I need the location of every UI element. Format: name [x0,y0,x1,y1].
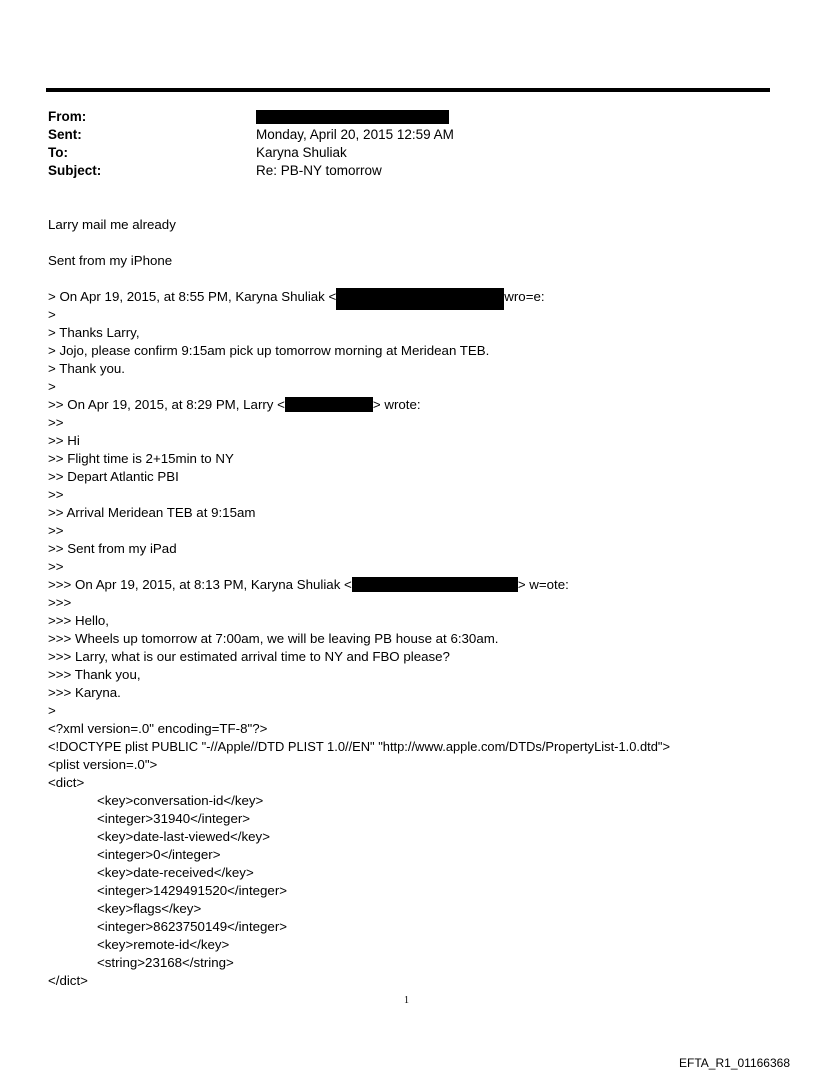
body-line: >>> Karyna. [48,685,121,700]
doctype-line: <!DOCTYPE plist PUBLIC "-//Apple//DTD PLIST 1.0//EN" "http://www.apple.com/DTDs/PropertyList-1.0.dtd"> [48,739,670,754]
body-line: >>> Wheels up tomorrow at 7:00am, we will be leaving PB house at 6:30am. [48,631,499,646]
document-id: EFTA_R1_01166368 [679,1056,790,1070]
to-value: Karyna Shuliak [256,145,347,160]
body-line: > Thank you. [48,361,126,376]
header-rule [46,88,770,92]
body-line: >> Flight time is 2+15min to NY [48,451,234,466]
plist-open: <plist version=.0"> [48,757,158,772]
body-line: >>> Larry, what is our estimated arrival time to NY and FBO please? [48,649,450,664]
dict-close: </dict> [48,973,88,988]
body-line: > [48,307,56,322]
body-line: > [48,703,56,718]
body-line: > Jojo, please confirm 9:15am pick up tomorrow morning at Meridean TEB. [48,343,490,358]
email-redaction [336,288,504,310]
plist-value: <integer>31940</integer> [97,811,251,826]
quote-header-suffix: > w=ote: [517,577,569,592]
body-line: >>> Hello, [48,613,109,628]
body-line: >> Arrival Meridean TEB at 9:15am [48,505,256,520]
email-redaction [352,577,518,592]
plist-key: <key>date-last-viewed</key> [97,829,270,844]
quote-header-prefix: > On Apr 19, 2015, at 8:55 PM, Karyna Shuliak < [48,289,337,304]
body-line: >> [48,523,64,538]
body-line: >> [48,487,64,502]
plist-value: <integer>0</integer> [97,847,221,862]
body-line: > Thanks Larry, [48,325,140,340]
body-line: Sent from my iPhone [48,253,173,268]
sent-label: Sent: [48,127,82,142]
quote-header-line [48,288,545,310]
plist-value: <integer>1429491520</integer> [97,883,288,898]
body-line: > [48,379,56,394]
dict-open: <dict> [48,775,85,790]
body-line: >>> Thank you, [48,667,141,682]
body-line: >> Hi [48,433,80,448]
from-label: From: [48,109,87,124]
body-line: >> [48,415,64,430]
from-redaction [256,108,449,126]
plist-key: <key>conversation-id</key> [97,793,264,808]
quote-header-line [48,576,569,594]
body-line: >> [48,559,64,574]
plist-value: <string>23168</string> [97,955,234,970]
plist-key: <key>date-received</key> [97,865,254,880]
plist-key: <key>flags</key> [97,901,202,916]
quote-header-suffix: > wrote: [372,397,421,412]
to-label: To: [48,145,68,160]
subject-value: Re: PB-NY tomorrow [256,163,382,178]
body-line: >> Sent from my iPad [48,541,177,556]
xml-declaration: <?xml version=.0" encoding=TF-8"?> [48,721,268,736]
sent-value: Monday, April 20, 2015 12:59 AM [256,127,454,142]
quote-header-line [48,396,421,414]
plist-key: <key>remote-id</key> [97,937,230,952]
subject-label: Subject: [48,163,102,178]
quote-header-prefix: >>> On Apr 19, 2015, at 8:13 PM, Karyna Shuliak < [48,577,352,592]
body-line: >> Depart Atlantic PBI [48,469,179,484]
quote-header-suffix: wro=e: [504,289,545,304]
plist-value: <integer>8623750149</integer> [97,919,288,934]
quote-header-prefix: >> On Apr 19, 2015, at 8:29 PM, Larry < [48,397,285,412]
page-number: 1 [404,995,409,1006]
email-redaction [285,397,373,412]
body-line: Larry mail me already [48,217,176,232]
body-line: >>> [48,595,72,610]
